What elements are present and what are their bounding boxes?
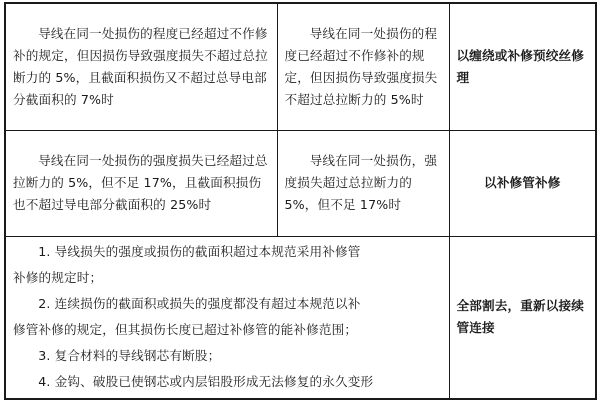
cell-action-2: 以补修管补修 [449,130,596,236]
condition-line: 修管补修的规定，但其损伤长度已超过补修管的能补修范围； [13,322,358,338]
cell-condition-single-1: 导线在同一处损伤的程度已经超过不作修补的规定，但因损伤导致强度损失不超过总拉断力的 5%，且截面积损伤又不超过总导电部分截面积的 7%时 [5,3,277,130]
cell-action-3: 全部割去，重新以接续管连接 [449,236,596,399]
cell-condition-bundle-2: 导线在同一处损伤，强度损失超过总拉断力的 5%，但不足 17%时 [277,130,449,236]
cell-condition-bundle-1: 导线在同一处损伤的程度已经超过不作修补的规定，但因损伤导致强度损失不超过总拉断力的 5%时 [277,3,449,130]
table-row [5,236,596,399]
condition-line: 补修的规定时； [13,270,103,286]
table-row [5,130,596,236]
condition-line: 3. 复合材料的导线钢芯有断股； [38,348,221,364]
cell-conditions-list [5,236,449,399]
cell-action-1: 以缠绕或补修预绞丝修理 [449,3,596,130]
condition-line: 2. 连续损伤的截面积或损失的强度都没有超过本规范以补 [38,296,361,312]
cell-condition-single-2: 导线在同一处损伤的强度损失已经超过总拉断力的 5%，但不足 17%，且截面积损伤也不超过导电部分截面积的 25%时 [5,130,277,236]
condition-line: 1. 导线损失的强度或损伤的截面积超过本规范采用补修管 [38,244,361,260]
repair-criteria-table [4,2,597,400]
table-row [5,3,596,130]
condition-line: 4. 金钩、破股已使钢芯或内层铝股形成无法修复的永久变形 [38,374,374,390]
